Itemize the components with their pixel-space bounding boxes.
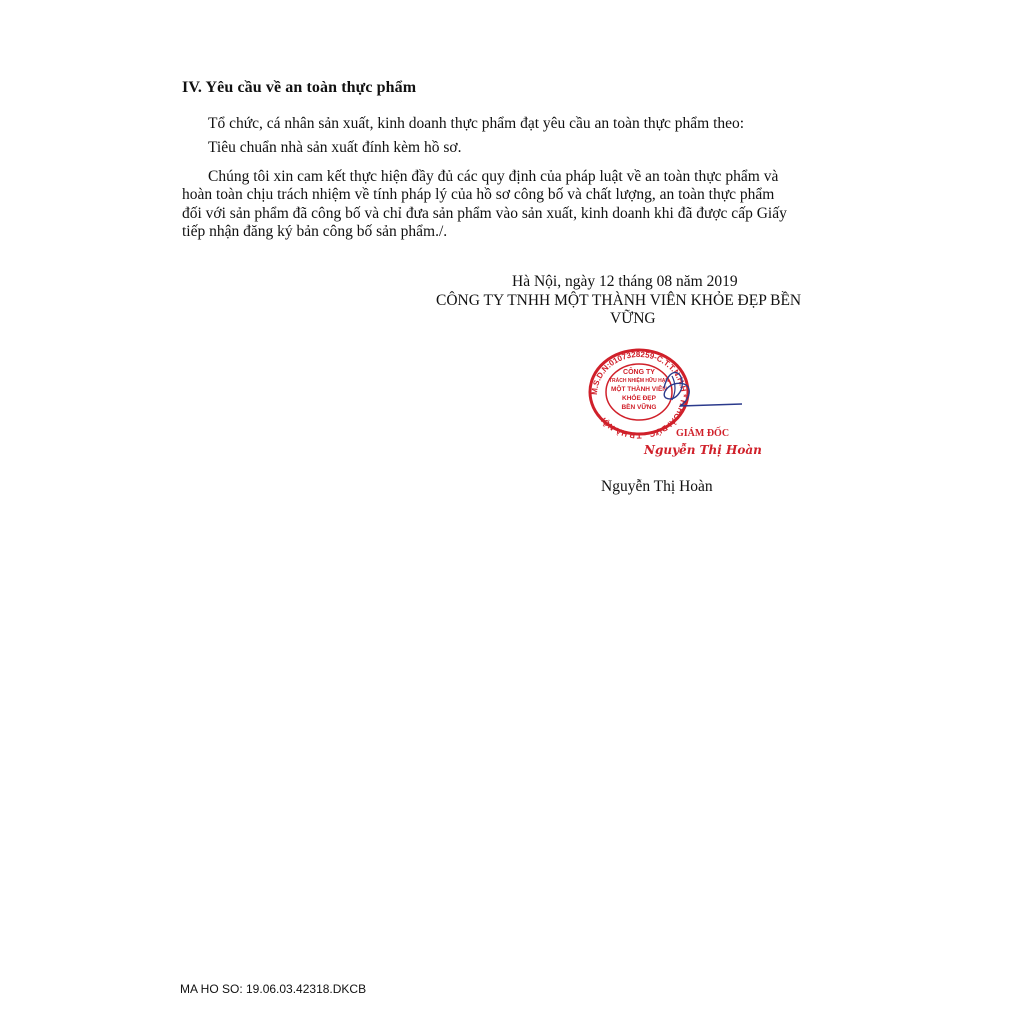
company-name-line-1: CÔNG TY TNHH MỘT THÀNH VIÊN KHỎE ĐẸP BỀN — [436, 292, 802, 309]
paragraph-requirement: Tổ chức, cá nhân sản xuất, kinh doanh thực phẩm đạt yêu cầu an toàn thực phẩm theo: — [208, 115, 745, 132]
stamp-inner-line: CÔNG TY — [623, 369, 655, 376]
stamp-ring-text: M.S.D.N:0107328259-C.T.T.N.H.H * H.HOÀI ĐỨC - T.P HÀ NỘI * — [589, 349, 689, 441]
stamp-inner-line: BỀN VỮNG — [621, 404, 657, 411]
signer-name: Nguyễn Thị Hoàn — [601, 478, 713, 495]
commitment-line-1: Chúng tôi xin cam kết thực hiện đầy đủ các quy định của pháp luật về an toàn thực phẩm và — [208, 168, 779, 185]
stamp-title: GIÁM ĐỐC — [676, 428, 730, 439]
section-heading: IV. Yêu cầu về an toàn thực phẩm — [182, 79, 417, 96]
date-line: Hà Nội, ngày 12 tháng 08 năm 2019 — [512, 273, 738, 290]
commitment-line-4: tiếp nhận đăng ký bản công bố sản phẩm./. — [182, 223, 448, 240]
commitment-line-2: hoàn toàn chịu trách nhiệm về tính pháp lý của hồ sơ công bố và chất lượng, an toàn thực phẩm — [182, 186, 775, 203]
commitment-line-3: đối với sản phẩm đã công bố và chỉ đưa sản phẩm vào sản xuất, kinh doanh khi đã được cấp Giấy — [182, 205, 787, 222]
stamp-inner-line: TRÁCH NHIỆM HỮU HẠN — [609, 378, 669, 384]
company-stamp-and-signature — [584, 340, 784, 470]
stamp-inner-line: MỘT THÀNH VIÊN — [611, 386, 667, 393]
stamp-signature-name: Nguyễn Thị Hoàn — [644, 443, 762, 457]
paragraph-standard: Tiêu chuẩn nhà sản xuất đính kèm hồ sơ. — [208, 139, 462, 156]
document-code: MA HO SO: 19.06.03.42318.DKCB — [180, 982, 367, 996]
company-name-line-2: VỮNG — [610, 310, 656, 327]
stamp-inner-line: KHỎE ĐẸP — [622, 395, 656, 402]
